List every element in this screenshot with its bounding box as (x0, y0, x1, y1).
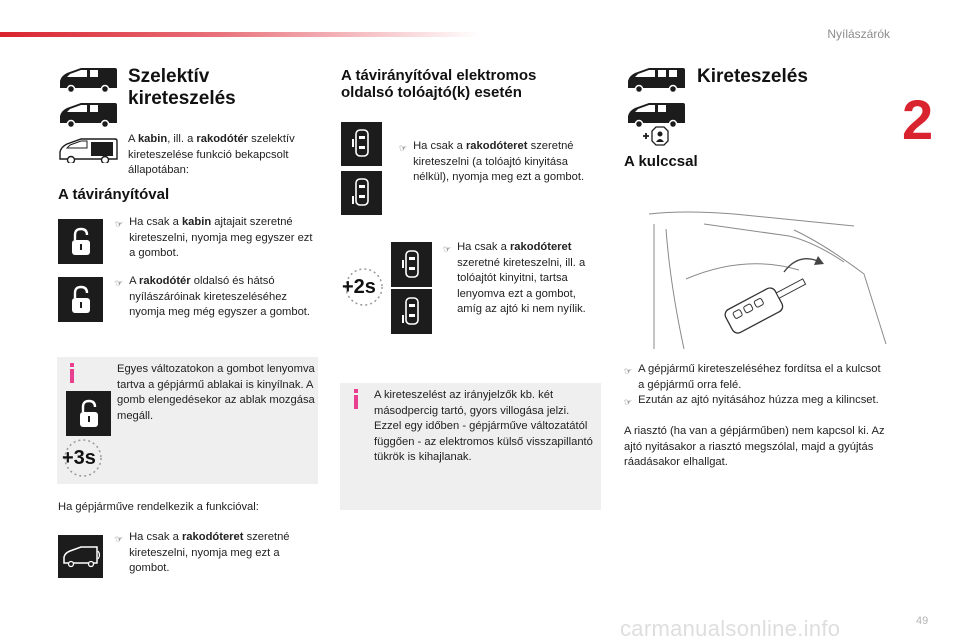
list-item: ☞ Ha csak a rakodóteret szeretné kireteszelni (a tolóajtó kinyitása nélkül), nyomja meg ezt a gombot. (399, 140, 585, 183)
unlock-button-icon (58, 277, 103, 322)
title-line: Szelektív (128, 66, 210, 87)
sliding-door-button-icon (341, 122, 382, 166)
sliding-door-button-icon (391, 289, 432, 334)
header-accent-bar (0, 32, 480, 37)
watermark: carmanualsonline.info (620, 616, 841, 641)
van-cab-icon (57, 66, 119, 92)
page-title-unlocking: Kireteszelés (697, 66, 808, 87)
sliding-door-button-icon (341, 171, 382, 215)
list-item: ☞ Ha csak a kabin ajtajait szeretné kireteszelni, nyomja meg egyszer ezt a gombot. (115, 216, 313, 259)
list-item: ☞ A rakodótér oldalsó és hátsó nyílászáróinak kireteszeléséhez nyomja meg még egyszer a gombot. (115, 275, 311, 318)
alarm-option-icon (642, 123, 670, 149)
badge-label: +3s (62, 447, 96, 469)
page-title-selective (128, 66, 236, 110)
section-title: Nyílászárók (827, 27, 890, 41)
van-icon (625, 66, 687, 92)
title-line: kireteszelés (128, 88, 236, 109)
title-line: A távirányítóval elektromos (341, 67, 537, 84)
section-heading-remote: A távirányítóval (58, 186, 170, 203)
info-icon (66, 363, 78, 383)
van-cargo-outline-icon (57, 137, 119, 163)
section-heading-key: A kulccsal (624, 153, 698, 170)
van-cargo-icon (57, 101, 119, 127)
list-item: ☞ Ha csak a rakodóteret szeretné kireteszelni, nyomja meg ezt a gombot. (115, 531, 290, 574)
unlock-button-icon (66, 391, 111, 436)
feature-intro: Ha gépjárműve rendelkezik a funkcióval: (58, 501, 259, 513)
unlock-button-icon (58, 219, 103, 264)
hold-3s-badge (60, 438, 106, 478)
hold-2s-badge (340, 267, 388, 307)
sliding-door-button-icon (391, 242, 432, 287)
rear-unlock-button-icon (58, 535, 103, 578)
alarm-paragraph: A riasztó (ha van a gépjárműben) nem kapcsol ki. Az ajtó nyitásakor a riasztó megszólal, majd a gyújtás ráadásakor elhallgat. (624, 425, 885, 468)
badge-label: +2s (342, 276, 376, 298)
chapter-number: 2 (902, 88, 934, 151)
note-text: A kireteszelést az irányjelzők kb. két másodpercig tartó, gyors villogása jelzi. Ezzel egy időben - gépjárműve változatától függően - az elektromos külső visszapillantó tükrök is kihajlanak. (374, 389, 593, 463)
note-text: Egyes változatokon a gombot lenyomva tartva a gépjármű ablakai is kinyílnak. A gomb elengedésekor az ablak mozgása megáll. (117, 363, 315, 422)
page-title-sliding-doors (341, 67, 536, 101)
title-line: oldalsó tolóajtó(k) esetén (341, 84, 522, 101)
key-door-illustration (624, 184, 894, 354)
list-item: ☞ Ha csak a rakodóteret szeretné kireteszelni, ill. a tolóajtót kinyitni, tartsa lenyomva ezt a gombot, amíg az ajtó ki nem nyílik. (443, 241, 586, 315)
page-number: 49 (916, 615, 929, 627)
list-item: ☞ Ezután az ajtó nyitásához húzza meg a kilincset. (624, 394, 879, 407)
info-icon (350, 389, 362, 409)
intro-text: A kabin, ill. a rakodótér szelektív kireteszelése funkció bekapcsolt állapotában: (128, 133, 295, 176)
list-item: ☞ A gépjármű kireteszeléséhez fordítsa el a kulcsot a gépjármű orra felé. (624, 363, 881, 391)
